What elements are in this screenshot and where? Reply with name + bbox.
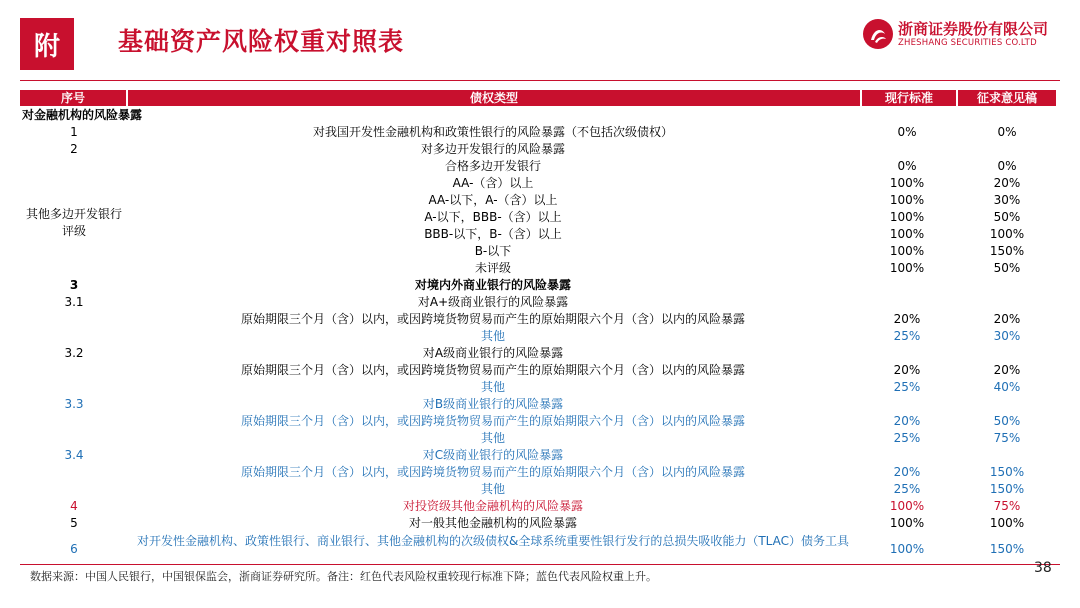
- row-description: B-以下: [474, 244, 512, 258]
- company-logo: [862, 14, 1058, 54]
- table-row: [0, 226, 1080, 243]
- row-proposed-weight: 50%: [993, 414, 1021, 428]
- table-row: [0, 107, 1080, 124]
- row-number: 3.3: [64, 397, 84, 411]
- row-description: 对C级商业银行的风险暴露: [422, 448, 564, 462]
- table-row: [0, 192, 1080, 209]
- company-name-cn: 浙商证券股份有限公司: [898, 20, 1049, 38]
- row-proposed-weight: 50%: [993, 261, 1021, 275]
- row-description: 其他: [480, 329, 505, 343]
- row-description: 合格多边开发银行: [444, 159, 541, 173]
- row-description: 对多边开发银行的风险暴露: [420, 142, 565, 156]
- appendix-badge: 附: [20, 18, 74, 70]
- row-current-weight: 0%: [897, 159, 917, 173]
- row-current-weight: 100%: [889, 210, 925, 224]
- row-number: 4: [70, 499, 78, 513]
- row-proposed-weight: 20%: [993, 363, 1021, 377]
- column-header-type: 债权类型: [469, 91, 518, 105]
- table-row: [0, 158, 1080, 175]
- row-description: 对投资级其他金融机构的风险暴露: [402, 499, 583, 513]
- row-proposed-weight: 100%: [989, 516, 1025, 530]
- row-description: 对一般其他金融机构的风险暴露: [408, 516, 577, 530]
- row-number: 6: [70, 542, 78, 556]
- table-row: [0, 294, 1080, 311]
- table-row: [0, 515, 1080, 532]
- row-current-weight: 100%: [889, 227, 925, 241]
- row-proposed-weight: 150%: [989, 244, 1025, 258]
- table-row: [0, 413, 1080, 430]
- row-current-weight: 100%: [889, 193, 925, 207]
- column-header-proposed: 征求意见稿: [976, 91, 1037, 105]
- row-proposed-weight: 30%: [993, 193, 1021, 207]
- row-number: 3.2: [64, 346, 84, 360]
- table-row: [0, 124, 1080, 141]
- row-proposed-weight: 20%: [993, 176, 1021, 190]
- row-proposed-weight: 100%: [989, 227, 1025, 241]
- table-row: [0, 311, 1080, 328]
- row-proposed-weight: 0%: [997, 159, 1017, 173]
- table-row: [0, 464, 1080, 481]
- row-current-weight: 25%: [893, 329, 921, 343]
- row-description: 原始期限三个月（含）以内，或因跨境货物贸易而产生的原始期限六个月（含）以内的风险暴露: [240, 414, 745, 428]
- source-note: 数据来源：中国人民银行，中国银保监会，浙商证券研究所。备注：红色代表风险权重较现行标准下降；蓝色代表风险权重上升。: [30, 570, 657, 583]
- table-row: [0, 277, 1080, 294]
- row-proposed-weight: 50%: [993, 210, 1021, 224]
- row-description: 对开发性金融机构、政策性银行、商业银行、其他金融机构的次级债权&全球系统重要性银行发行的总损失吸收能力（TLAC）债务工具: [136, 534, 850, 548]
- row-current-weight: 100%: [889, 516, 925, 530]
- row-number: 1: [70, 125, 78, 139]
- side-label-mdb-rating: 其他多边开发银行评级: [25, 207, 122, 238]
- row-current-weight: 0%: [897, 125, 917, 139]
- row-number: 3: [69, 278, 79, 292]
- row-proposed-weight: 40%: [993, 380, 1021, 394]
- row-proposed-weight: 0%: [997, 125, 1017, 139]
- row-proposed-weight: 30%: [993, 329, 1021, 343]
- row-description: 对我国开发性金融机构和政策性银行的风险暴露（不包括次级债权）: [312, 125, 673, 139]
- row-number: 5: [70, 516, 78, 530]
- row-proposed-weight: 75%: [993, 431, 1021, 445]
- table-row: [0, 532, 1080, 566]
- footer-divider: [20, 564, 1060, 565]
- row-current-weight: 100%: [889, 244, 925, 258]
- page-number: 38: [1034, 560, 1052, 576]
- row-description: AA-以下，A-（含）以上: [428, 193, 558, 207]
- row-description: 对A+级商业银行的风险暴露: [417, 295, 569, 309]
- table-row: [0, 498, 1080, 515]
- row-current-weight: 100%: [889, 499, 925, 513]
- row-current-weight: 100%: [889, 542, 925, 556]
- row-description: 其他: [480, 380, 505, 394]
- row-proposed-weight: 20%: [993, 312, 1021, 326]
- row-current-weight: 20%: [893, 465, 921, 479]
- row-number: 对金融机构的风险暴露: [22, 108, 143, 122]
- title-divider: [20, 80, 1060, 81]
- row-current-weight: 25%: [893, 380, 921, 394]
- table-row: [0, 379, 1080, 396]
- row-description: 未评级: [474, 261, 511, 275]
- column-header-current: 现行标准: [884, 91, 933, 105]
- row-current-weight: 100%: [889, 261, 925, 275]
- table-header: [20, 90, 1056, 106]
- row-proposed-weight: 150%: [989, 482, 1025, 496]
- table-row: [0, 430, 1080, 447]
- row-current-weight: 20%: [893, 312, 921, 326]
- column-header-number: 序号: [60, 91, 85, 105]
- table-row: [0, 328, 1080, 345]
- page-title: 基础资产风险权重对照表: [118, 27, 405, 56]
- row-number: 2: [70, 142, 78, 156]
- table-row: [0, 362, 1080, 379]
- row-current-weight: 25%: [893, 431, 921, 445]
- row-description: 对A级商业银行的风险暴露: [422, 346, 564, 360]
- table-row: [0, 260, 1080, 277]
- table-row: [0, 209, 1080, 226]
- row-description: AA-（含）以上: [452, 176, 534, 190]
- row-current-weight: 20%: [893, 363, 921, 377]
- table-body: [0, 107, 1080, 566]
- row-current-weight: 20%: [893, 414, 921, 428]
- row-description: BBB-以下，B-（含）以上: [424, 227, 562, 241]
- table-row: [0, 481, 1080, 498]
- row-description: 对B级商业银行的风险暴露: [422, 397, 564, 411]
- row-number: 3.1: [64, 295, 84, 309]
- company-logo-icon: [862, 18, 894, 50]
- row-description: 对境内外商业银行的风险暴露: [414, 278, 571, 292]
- row-current-weight: 25%: [893, 482, 921, 496]
- table-row: [0, 175, 1080, 192]
- row-description: 其他: [480, 482, 505, 496]
- table-row: [0, 447, 1080, 464]
- row-description: 原始期限三个月（含）以内，或因跨境货物贸易而产生的原始期限六个月（含）以内的风险暴露: [240, 465, 745, 479]
- row-description: 原始期限三个月（含）以内，或因跨境货物贸易而产生的原始期限六个月（含）以内的风险暴露: [240, 312, 745, 326]
- row-description: 其他: [480, 431, 505, 445]
- table-row: [0, 396, 1080, 413]
- company-name-en: ZHESHANG SECURITIES CO.LTD: [898, 38, 1037, 48]
- row-description: 原始期限三个月（含）以内，或因跨境货物贸易而产生的原始期限六个月（含）以内的风险暴露: [240, 363, 745, 377]
- row-proposed-weight: 150%: [989, 542, 1025, 556]
- row-proposed-weight: 150%: [989, 465, 1025, 479]
- row-proposed-weight: 75%: [993, 499, 1021, 513]
- row-description: A-以下，BBB-（含）以上: [424, 210, 562, 224]
- table-row: [0, 345, 1080, 362]
- table-row: [0, 243, 1080, 260]
- table-row: [0, 141, 1080, 158]
- row-current-weight: 100%: [889, 176, 925, 190]
- row-number: 3.4: [64, 448, 84, 462]
